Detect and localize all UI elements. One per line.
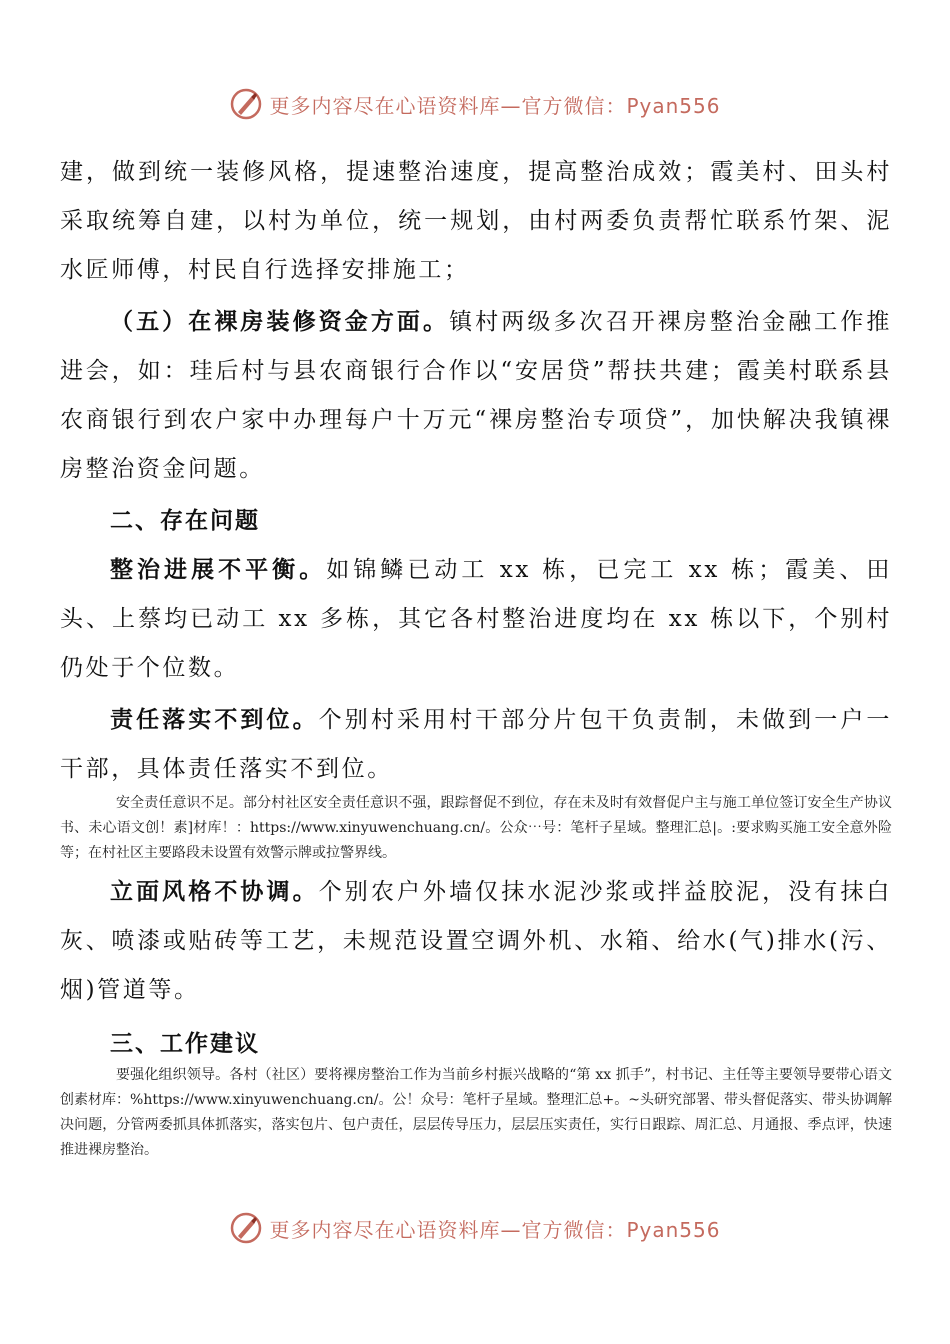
paragraph-funding (60, 297, 892, 494)
paragraph-responsibility (60, 695, 892, 794)
watermark-text: 更多内容尽在心语资料库—官方微信：Pyan556 (269, 1217, 721, 1242)
section-heading-suggestions: 三、工作建议 (110, 1031, 260, 1057)
paragraph-facade-body: 个别农户外墙仅抹水泥沙浆或拌益胶泥，没有抹白灰、喷漆或贴砖等工艺，未规范设置空调外机、水箱、给水(气)排水(污、烟)管道等。 (60, 879, 892, 1003)
header-watermark (0, 84, 950, 124)
paragraph-responsibility-body: 个别村采用村干部分片包干负责制，未做到一户一干部，具体责任落实不到位。 (60, 707, 892, 782)
watermark-text: 更多内容尽在心语资料库—官方微信：Pyan556 (269, 93, 721, 118)
paragraph-progress-body: 如锦鳞已动工 xx 栋，已完工 xx 栋；霞美、田头、上蔡均已动工 xx 多栋，其它各村整治进度均在 xx 栋以下，个别村仍处于个位数。 (60, 557, 892, 681)
paragraph-funding-lead: （五）在裸房装修资金方面。 (110, 308, 450, 335)
pen-logo-icon (229, 87, 263, 121)
paragraph-safety: 安全责任意识不足。部分村社区安全责任意识不强，跟踪督促不到位，存在未及时有效督促户主与施工单位签订安全生产协议书、未心语文创！素]材库！：https://www.xinyuwenchuang.cn/。公众⋯号：笔杆子星域。整理汇总|。:要求购买施工安全意外险等；在村社区主要路段未设置有效警示牌或拉警界线。 (60, 795, 892, 861)
section-heading-problems: 二、存在问题 (110, 508, 260, 534)
pen-logo-icon (229, 1211, 263, 1245)
paragraph-facade-lead: 立面风格不协调。 (110, 878, 319, 905)
paragraph-facade (60, 867, 892, 1015)
paragraph-funding-body: 镇村两级多次召开裸房整治金融工作推进会，如：珪后村与县农商银行合作以“安居贷”帮扶共建；霞美村联系县农商银行到农户家中办理每户十万元“裸房整治专项贷”，加快解决我镇裸房整治资金问题。 (60, 309, 892, 482)
footer-watermark (0, 1208, 950, 1248)
paragraph-leadership: 要强化组织领导。各村（社区）要将裸房整治工作为当前乡村振兴战略的“第 xx 抓手”，村书记、主任等主要领导要带心语文创素材库：%https://www.xinyuwenchuang.cn/。公！众号：笔杆子星域。整理汇总+。~头研究部署、带头督促落实、带头协调解决问题，分管两委抓具体抓落实，落实包片、包户责任，层层传导压力，层层压实责任，实行日跟踪、周汇总、月通报、季点评，快速推进裸房整治。 (60, 1067, 892, 1158)
paragraph-responsibility-lead: 责任落实不到位。 (110, 706, 319, 733)
paragraph-continuation: 建，做到统一装修风格，提速整治速度，提高整治成效；霞美村、田头村采取统筹自建，以村为单位，统一规划，由村两委负责帮忙联系竹架、泥水匠师傅，村民自行选择安排施工； (60, 159, 892, 283)
paragraph-progress-lead: 整治进展不平衡。 (110, 556, 327, 583)
paragraph-progress (60, 545, 892, 693)
